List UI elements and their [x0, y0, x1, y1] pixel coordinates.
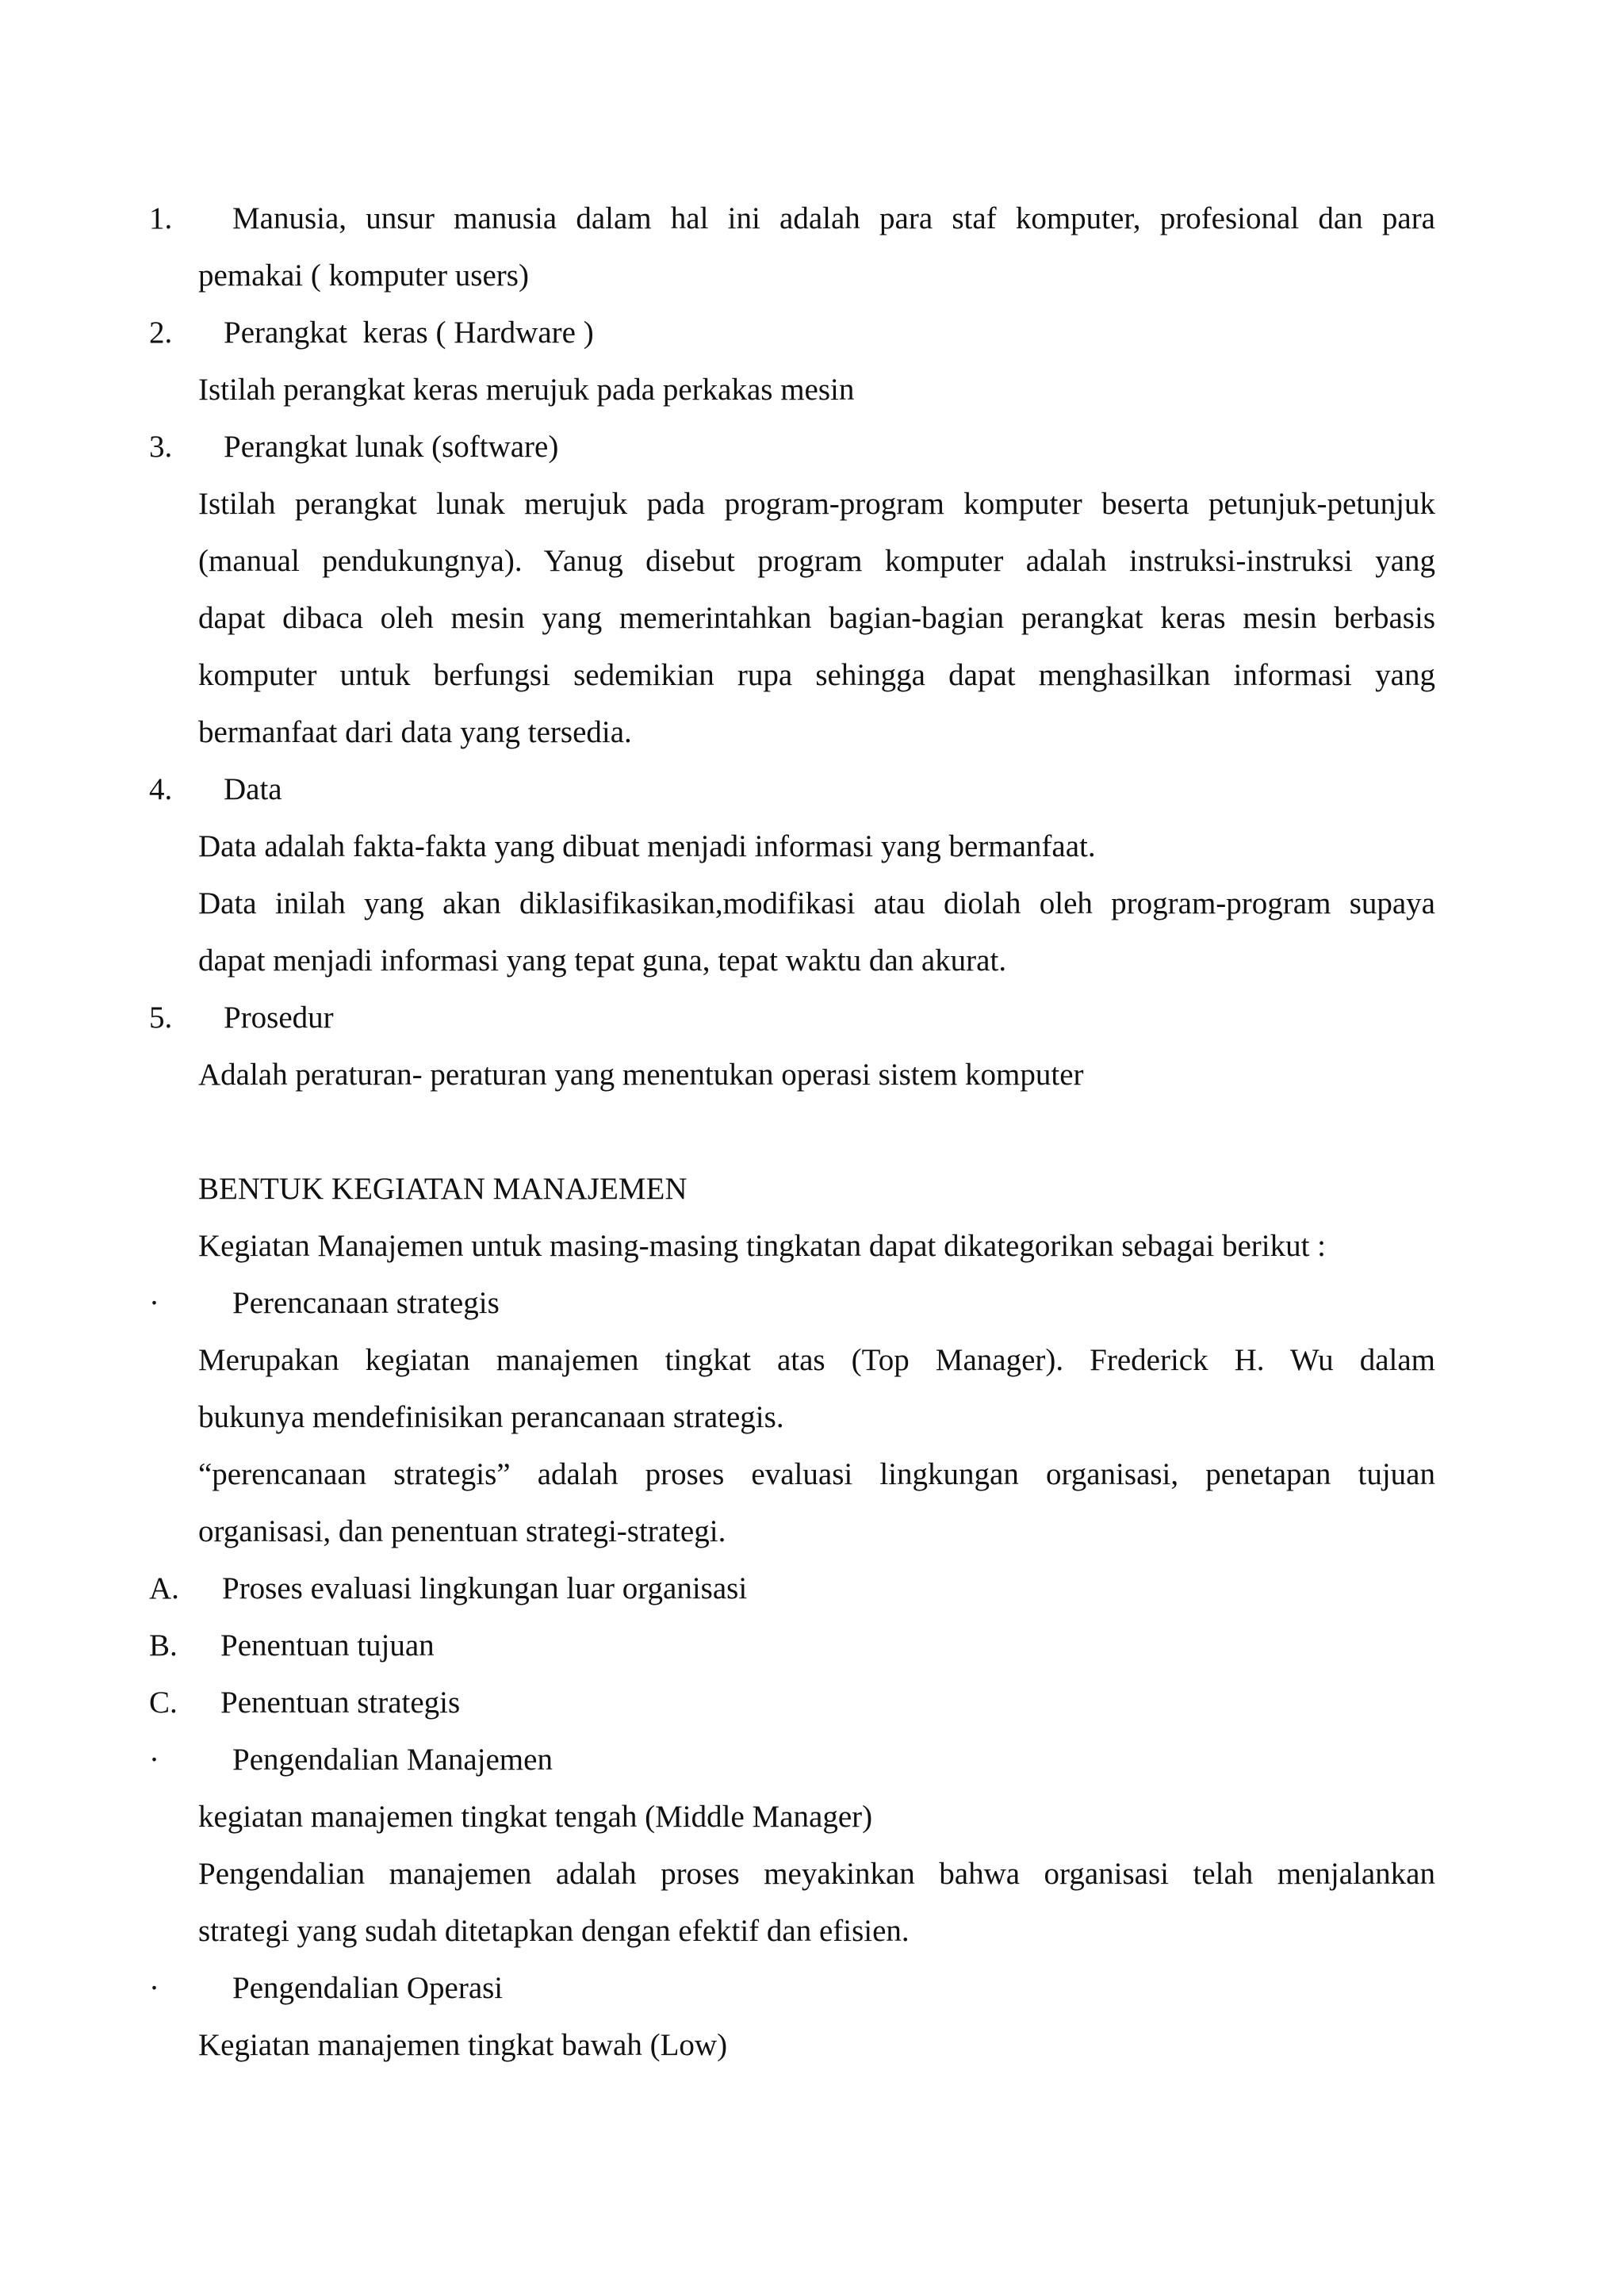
paragraph-line: dapat dibaca oleh mesin yang memerintahkan bagian-bagian perangkat keras mesin berbasis — [198, 601, 1435, 635]
paragraph-line: Istilah perangkat keras merujuk pada perkakas mesin — [198, 373, 855, 407]
paragraph-line: Kegiatan Manajemen untuk masing-masing tingkatan dapat dikategorikan sebagai berikut : — [198, 1229, 1326, 1263]
paragraph-line: Merupakan kegiatan manajemen tingkat atas (Top Manager). Frederick H. Wu dalam — [198, 1343, 1435, 1377]
bullet-title: Perencanaan strategis — [232, 1286, 500, 1320]
letter-marker: A. — [149, 1571, 179, 1605]
list-item-title: Perangkat lunak (software) — [224, 430, 559, 464]
letter-marker: C. — [149, 1686, 178, 1720]
section-heading: BENTUK KEGIATAN MANAJEMEN — [198, 1172, 688, 1206]
paragraph-line: pemakai ( komputer users) — [198, 258, 529, 293]
list-marker: 5. — [149, 1001, 173, 1035]
letter-item-title: Proses evaluasi lingkungan luar organisasi — [222, 1571, 748, 1605]
paragraph-line: strategi yang sudah ditetapkan dengan efektif dan efisien. — [198, 1914, 910, 1948]
paragraph-line: kegiatan manajemen tingkat tengah (Middle Manager) — [198, 1800, 873, 1834]
letter-item-title: Penentuan strategis — [220, 1686, 461, 1720]
bullet-marker: · — [149, 1743, 159, 1777]
list-marker: 4. — [149, 772, 173, 806]
paragraph-line: Istilah perangkat lunak merujuk pada program-program komputer beserta petunjuk-petunjuk — [198, 487, 1435, 521]
paragraph-line: Kegiatan manajemen tingkat bawah (Low) — [198, 2028, 728, 2062]
list-item-title: Data — [224, 772, 282, 806]
list-marker: 2. — [149, 316, 173, 350]
letter-marker: B. — [149, 1628, 178, 1663]
paragraph-line: Data inilah yang akan diklasifikasikan,modifikasi atau diolah oleh program-program supaya — [198, 886, 1435, 920]
paragraph-line: dapat menjadi informasi yang tepat guna, tepat waktu dan akurat. — [198, 943, 1007, 978]
paragraph-line: komputer untuk berfungsi sedemikian rupa sehingga dapat menghasilkan informasi yang — [198, 658, 1435, 692]
list-item-title: Manusia, unsur manusia dalam hal ini adalah para staf komputer, profesional dan para — [232, 201, 1435, 235]
list-item-title: Prosedur — [224, 1001, 334, 1035]
paragraph-line: organisasi, dan penentuan strategi-strategi. — [198, 1514, 726, 1548]
list-item-title: Perangkat keras ( Hardware ) — [224, 316, 594, 350]
paragraph-line: bermanfaat dari data yang tersedia. — [198, 715, 632, 749]
bullet-title: Pengendalian Operasi — [232, 1971, 504, 2005]
list-marker: 3. — [149, 430, 173, 464]
paragraph-line: (manual pendukungnya). Yanug disebut program komputer adalah instruksi-instruksi yang — [198, 544, 1435, 578]
bullet-marker: · — [149, 1971, 159, 2005]
bullet-marker: · — [149, 1286, 159, 1320]
paragraph-line: Pengendalian manajemen adalah proses meyakinkan bahwa organisasi telah menjalankan — [198, 1857, 1435, 1891]
paragraph-line: “perencanaan strategis” adalah proses evaluasi lingkungan organisasi, penetapan tujuan — [198, 1457, 1435, 1491]
letter-item-title: Penentuan tujuan — [220, 1628, 435, 1663]
paragraph-line: bukunya mendefinisikan perancanaan strategis. — [198, 1400, 784, 1434]
bullet-title: Pengendalian Manajemen — [232, 1743, 553, 1777]
paragraph-line: Adalah peraturan- peraturan yang menentukan operasi sistem komputer — [198, 1058, 1084, 1092]
paragraph-line: Data adalah fakta-fakta yang dibuat menjadi informasi yang bermanfaat. — [198, 829, 1096, 863]
list-marker: 1. — [149, 201, 173, 235]
